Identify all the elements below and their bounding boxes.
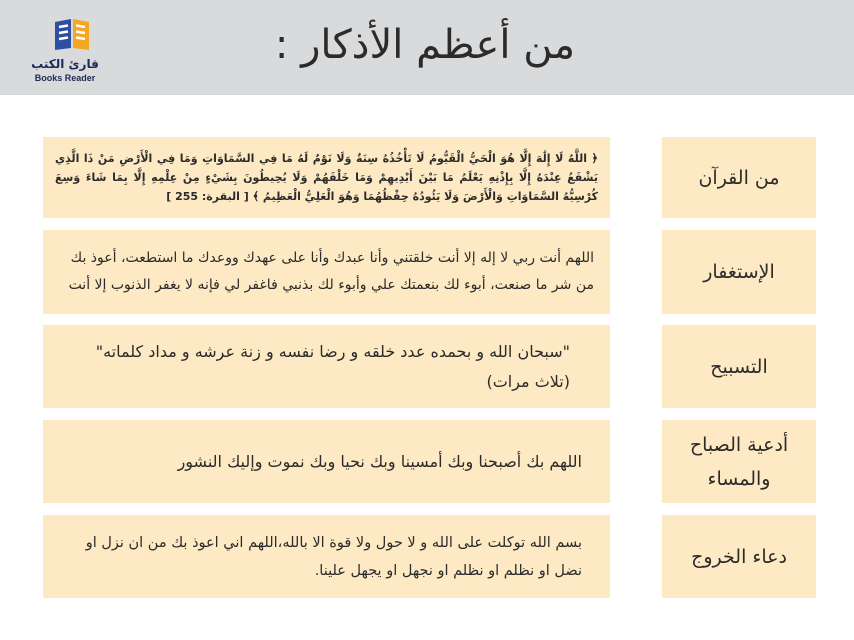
row-label: الإستغفار xyxy=(662,230,816,314)
row-content-box xyxy=(43,137,610,218)
logo-arabic-text: قارئ الكتب xyxy=(31,57,99,71)
row-content-box xyxy=(43,325,610,408)
istighfar-text: اللهم أنت ربي لا إله إلا أنت خلقتني وأنا عبدك وأنا على عهدك ووعدك ما استطعت، أعوذ بك من شر ما صنعت، أبوء لك بنعمتك علي وأبوء لك بذنبي فاغفر لي فإنه لا يغفر الذنوب إلا أنت xyxy=(68,250,594,293)
row-content-box xyxy=(43,515,610,598)
row-content-box xyxy=(43,420,610,503)
tasbih-text: "سبحان الله و بحمده عدد خلقه و رضا نفسه و زنة عرشه و مداد كلماته" (تلاث مرات) xyxy=(95,341,570,391)
header-bar xyxy=(0,0,854,95)
row-content-box xyxy=(43,230,610,314)
morning-evening-text: اللهم بك أصبحنا وبك أمسينا وبك نحيا وبك نموت وإليك النشور xyxy=(177,451,582,471)
exit-dua-text: بسم الله توكلت على الله و لا حول ولا قوة الا بالله،اللهم اني اعوذ بك من ان نزل او نضل او نظلم او نظلم او نجهل او يجهل علينا. xyxy=(85,534,582,579)
book-logo-icon xyxy=(52,14,92,54)
row-label: من القرآن xyxy=(662,137,816,218)
logo-english-text: Books Reader xyxy=(34,73,96,83)
row-label: التسبيح xyxy=(662,325,816,408)
row-label: دعاء الخروج xyxy=(662,515,816,598)
row-label: أدعية الصباح والمساء xyxy=(662,420,816,503)
books-reader-logo xyxy=(20,10,110,90)
quran-verse-text: ﴿ اللَّهُ لَا إِلَٰهَ إِلَّا هُوَ الْحَيُّ الْقَيُّومُ لَا تَأْخُذُهُ سِنَةٌ وَلَا نَوْمٌ لَهُ مَا فِي السَّمَاوَاتِ وَمَا فِي الْأَرْضِ مَنْ ذَا الَّذِي يَشْفَعُ عِنْدَهُ إِلَّا بِإِذْنِهِ يَعْلَمُ مَا بَيْنَ أَيْدِيهِمْ وَمَا خَلْفَهُمْ وَلَا يُحِيطُونَ بِشَيْءٍ مِنْ عِلْمِهِ إِلَّا بِمَا شَاءَ وَسِعَ كُرْسِيُّهُ السَّمَاوَاتِ وَالْأَرْضَ وَلَا يَئُودُهُ حِفْظُهُمَا وَهُوَ الْعَلِيُّ الْعَظِيمُ ﴾ [ البقرة: 255 ] xyxy=(55,152,598,203)
page-title: من أعظم الأذكار : xyxy=(274,22,576,68)
